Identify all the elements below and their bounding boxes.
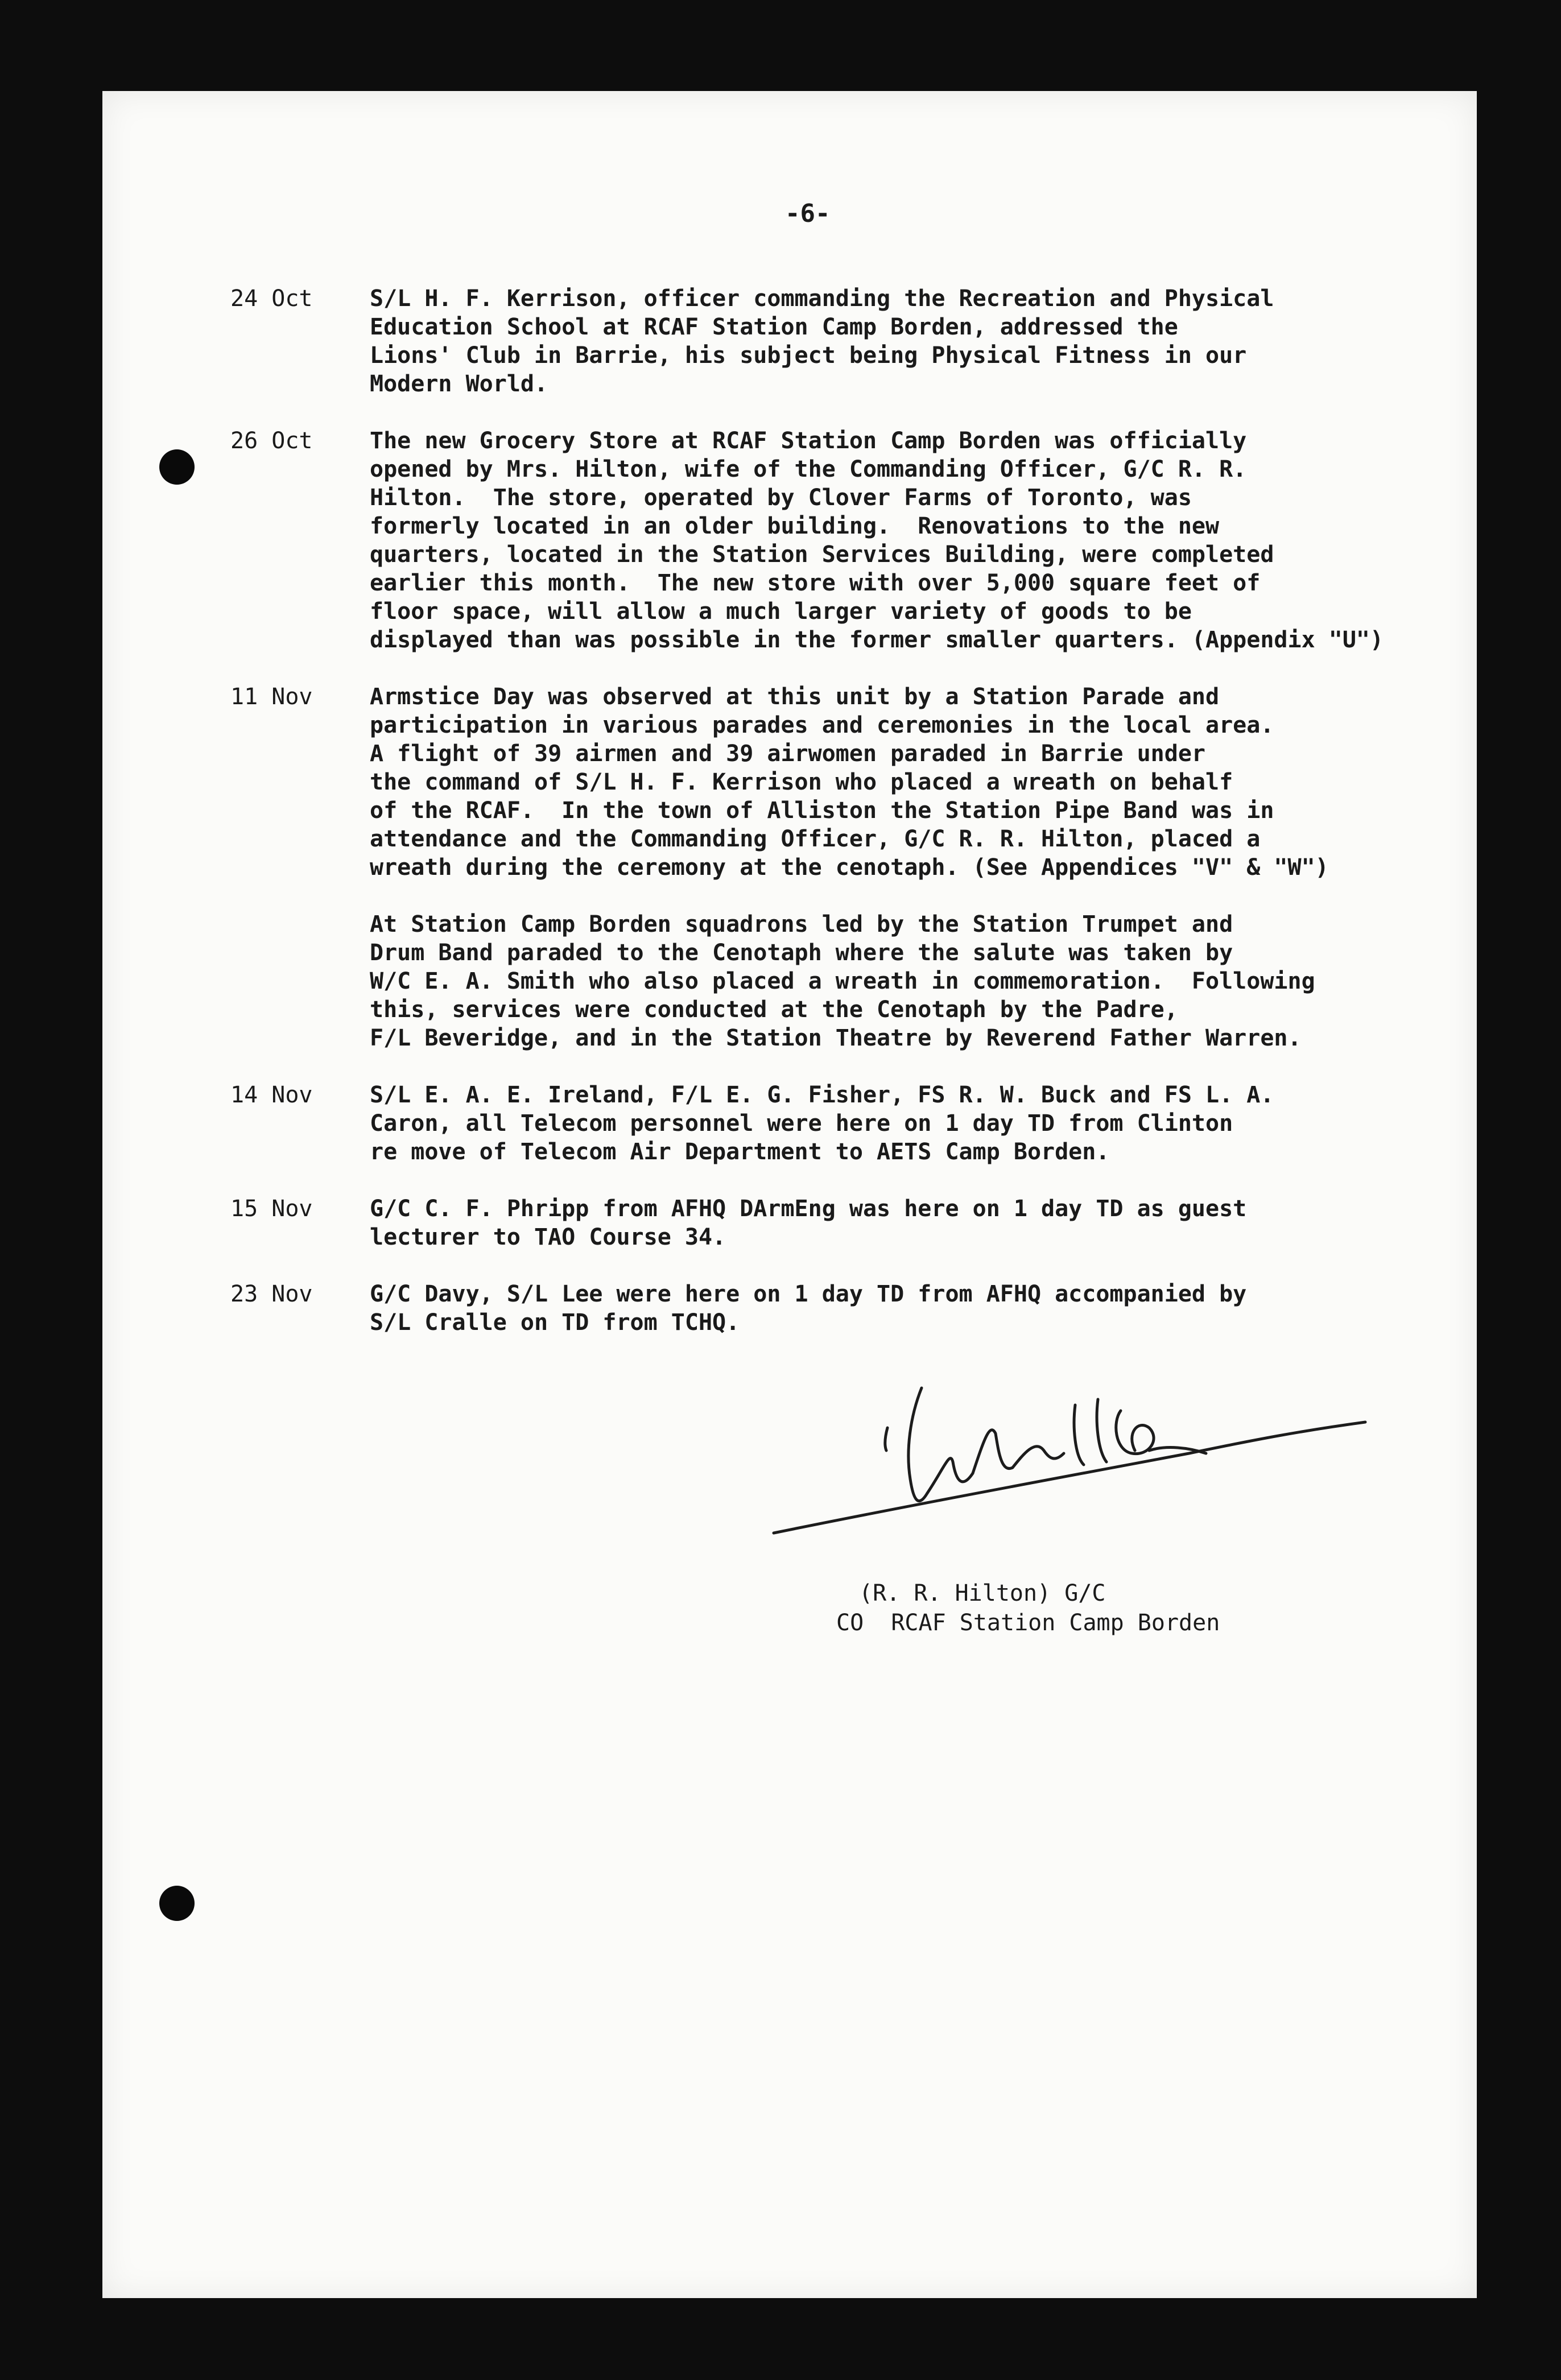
- text-line: this, services were conducted at the Cenotaph by the Padre,: [370, 997, 1178, 1023]
- text-line: displayed than was possible in the former smaller quarters. (Appendix "U"): [370, 627, 1384, 653]
- text-line: The new Grocery Store at RCAF Station Camp Borden was officially: [370, 428, 1247, 454]
- text-line: Caron, all Telecom personnel were here on 1 day TD from Clinton: [370, 1110, 1233, 1137]
- text-line: S/L Cralle on TD from TCHQ.: [370, 1309, 740, 1336]
- text-line: Hilton. The store, operated by Clover Farms of Toronto, was: [370, 485, 1192, 511]
- text-line: S/L H. F. Kerrison, officer commanding the Recreation and Physical: [370, 286, 1274, 312]
- entry-date: 11 Nov: [230, 684, 313, 710]
- text-line: Modern World.: [370, 371, 548, 397]
- entry-text: [370, 1195, 1422, 1251]
- entry-date: 24 Oct: [230, 286, 313, 312]
- text-line: quarters, located in the Station Services Building, were completed: [370, 542, 1274, 568]
- text-line: G/C C. F. Phripp from AFHQ DArmEng was here on 1 day TD as guest: [370, 1196, 1247, 1222]
- text-line: opened by Mrs. Hilton, wife of the Commanding Officer, G/C R. R.: [370, 456, 1247, 482]
- text-line: S/L E. A. E. Ireland, F/L E. G. Fisher, FS R. W. Buck and FS L. A.: [370, 1082, 1274, 1108]
- entry-text: [370, 427, 1422, 654]
- signatory-title: CO RCAF Station Camp Borden: [836, 1610, 1220, 1636]
- text-line: earlier this month. The new store with over 5,000 square feet of: [370, 570, 1261, 596]
- entry-text: [370, 1081, 1422, 1166]
- text-line: participation in various parades and ceremonies in the local area.: [370, 712, 1274, 738]
- entry-date: 15 Nov: [230, 1196, 313, 1222]
- text-line: re move of Telecom Air Department to AETS Camp Borden.: [370, 1139, 1110, 1165]
- text-line: the command of S/L H. F. Kerrison who placed a wreath on behalf: [370, 769, 1233, 795]
- text-line: attendance and the Commanding Officer, G/C R. R. Hilton, placed a: [370, 826, 1261, 852]
- handwritten-signature: [757, 1337, 1382, 1553]
- text-line: of the RCAF. In the town of Alliston the Station Pipe Band was in: [370, 798, 1274, 824]
- entry-date: 26 Oct: [230, 428, 313, 454]
- text-line: W/C E. A. Smith who also placed a wreath in commemoration. Following: [370, 968, 1315, 994]
- text-line: Drum Band paraded to the Cenotaph where the salute was taken by: [370, 940, 1233, 966]
- punch-hole: [159, 449, 195, 485]
- entry-text: [370, 1280, 1422, 1337]
- document-page: [102, 91, 1477, 2298]
- text-line: floor space, will allow a much larger variety of goods to be: [370, 598, 1192, 625]
- signatory-name: (R. R. Hilton) G/C: [859, 1580, 1106, 1606]
- text-line: formerly located in an older building. Renovations to the new: [370, 513, 1220, 539]
- signature-block: [836, 1579, 1220, 1638]
- entry-text: [370, 910, 1422, 1052]
- entry-text: [370, 284, 1422, 398]
- punch-hole: [159, 1886, 195, 1921]
- text-line: wreath during the ceremony at the cenotaph. (See Appendices "V" & "W"): [370, 854, 1329, 881]
- text-line: Armstice Day was observed at this unit by a Station Parade and: [370, 684, 1220, 710]
- text-line: Lions' Club in Barrie, his subject being Physical Fitness in our: [370, 342, 1247, 369]
- text-line: At Station Camp Borden squadrons led by the Station Trumpet and: [370, 911, 1233, 937]
- text-line: A flight of 39 airmen and 39 airwomen paraded in Barrie under: [370, 741, 1206, 767]
- text-line: F/L Beveridge, and in the Station Theatre by Reverend Father Warren.: [370, 1025, 1302, 1051]
- entry-date: 14 Nov: [230, 1082, 313, 1108]
- text-line: G/C Davy, S/L Lee were here on 1 day TD from AFHQ accompanied by: [370, 1281, 1247, 1307]
- page-number: -6-: [785, 199, 831, 228]
- text-line: lecturer to TAO Course 34.: [370, 1224, 726, 1250]
- entry-date: 23 Nov: [230, 1281, 313, 1307]
- text-line: Education School at RCAF Station Camp Borden, addressed the: [370, 314, 1178, 340]
- entry-text: [370, 683, 1422, 882]
